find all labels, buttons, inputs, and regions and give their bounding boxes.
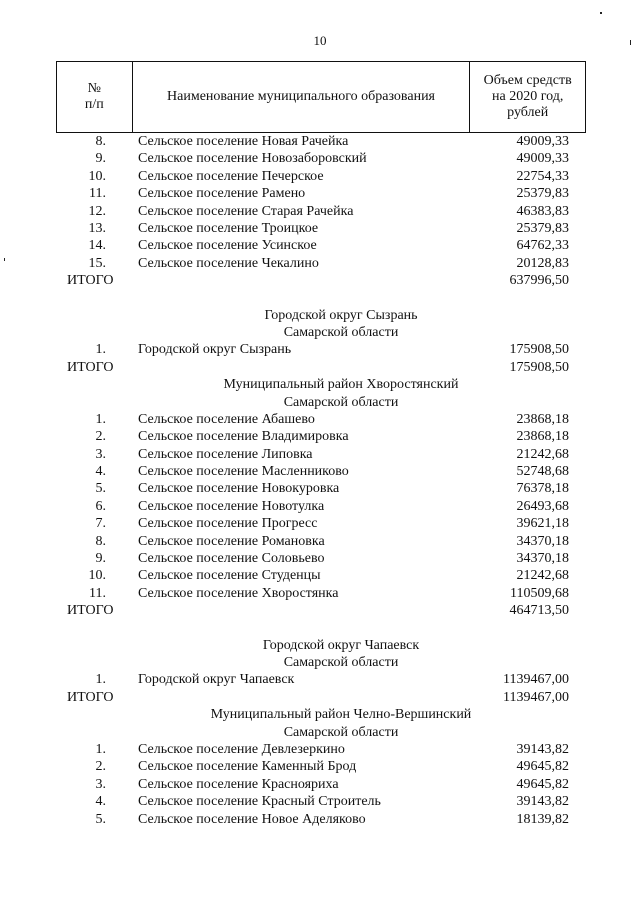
group-title: Самарской области bbox=[283, 655, 399, 671]
row-value: 34370,18 bbox=[516, 551, 569, 567]
group-title: Самарской области bbox=[283, 724, 399, 740]
row-name: Сельское поселение Владимировка bbox=[138, 429, 349, 445]
row-value: 49009,33 bbox=[516, 134, 569, 149]
scan-speck bbox=[4, 258, 5, 261]
row-name: Сельское поселение Печерское bbox=[138, 168, 324, 184]
total-row bbox=[56, 602, 586, 619]
table-row bbox=[56, 776, 586, 793]
row-number: 3. bbox=[95, 446, 106, 462]
row-value: 39143,82 bbox=[516, 794, 569, 810]
row-name: Городской округ Чапаевск bbox=[138, 672, 295, 688]
row-value: 76378,18 bbox=[516, 481, 569, 497]
row-value: 25379,83 bbox=[516, 220, 569, 236]
total-label: ИТОГО bbox=[67, 359, 114, 375]
header-name-column bbox=[132, 62, 470, 133]
total-row bbox=[56, 359, 586, 376]
row-value: 21242,68 bbox=[516, 568, 569, 584]
row-name: Сельское поселение Масленниково bbox=[138, 464, 349, 480]
row-number: 4. bbox=[95, 794, 106, 810]
row-number: 6. bbox=[95, 498, 106, 514]
section-gap bbox=[56, 290, 586, 307]
row-value: 52748,68 bbox=[516, 464, 569, 480]
scan-speck bbox=[600, 12, 602, 14]
table-row bbox=[56, 793, 586, 810]
row-value: 49645,82 bbox=[516, 759, 569, 775]
row-name: Сельское поселение Романовка bbox=[138, 533, 325, 549]
row-value: 21242,68 bbox=[516, 446, 569, 462]
row-number: 2. bbox=[95, 759, 106, 775]
row-value: 39143,82 bbox=[516, 742, 569, 758]
row-number: 1. bbox=[95, 411, 106, 427]
total-row bbox=[56, 689, 586, 706]
row-value: 25379,83 bbox=[516, 186, 569, 202]
row-number: 1. bbox=[95, 342, 106, 358]
row-value: 23868,18 bbox=[516, 429, 569, 445]
row-name: Сельское поселение Каменный Брод bbox=[138, 759, 357, 775]
row-number: 8. bbox=[95, 533, 106, 549]
row-value: 20128,83 bbox=[516, 255, 569, 271]
table-row bbox=[56, 168, 586, 185]
group-title: Городской округ Чапаевск bbox=[262, 637, 420, 653]
row-name: Сельское поселение Старая Рачейка bbox=[138, 203, 354, 219]
row-number: 9. bbox=[95, 151, 106, 167]
row-number: 4. bbox=[95, 464, 106, 480]
header-volume-label: Объем средств на 2020 год, рублей bbox=[483, 73, 572, 120]
total-value: 175908,50 bbox=[509, 359, 569, 375]
table-body bbox=[56, 133, 586, 828]
table-row bbox=[56, 567, 586, 584]
row-value: 23868,18 bbox=[516, 411, 569, 427]
row-value: 26493,68 bbox=[516, 498, 569, 514]
group-title: Самарской области bbox=[283, 394, 399, 410]
section-gap bbox=[56, 620, 586, 637]
table-row bbox=[56, 150, 586, 167]
table-row bbox=[56, 220, 586, 237]
row-name: Сельское поселение Новотулка bbox=[138, 498, 325, 514]
row-name: Сельское поселение Студенцы bbox=[138, 568, 321, 584]
header-num-label: № п/п bbox=[84, 81, 104, 112]
row-value: 110509,68 bbox=[510, 585, 569, 601]
row-number: 13. bbox=[88, 220, 106, 236]
table-row bbox=[56, 515, 586, 532]
table-row bbox=[56, 133, 586, 150]
table-row bbox=[56, 255, 586, 272]
row-number: 11. bbox=[89, 585, 106, 601]
row-value: 1139467,00 bbox=[503, 672, 569, 688]
table-row bbox=[56, 585, 586, 602]
total-label: ИТОГО bbox=[67, 273, 114, 289]
row-value: 34370,18 bbox=[516, 533, 569, 549]
table-row bbox=[56, 185, 586, 202]
group-title: Муниципальный район Челно-Вершинский bbox=[210, 707, 472, 723]
group-title: Самарской области bbox=[283, 324, 399, 340]
row-value: 175908,50 bbox=[509, 342, 569, 358]
row-number: 2. bbox=[95, 429, 106, 445]
total-label: ИТОГО bbox=[67, 689, 114, 705]
total-value: 1139467,00 bbox=[503, 689, 569, 705]
row-number: 8. bbox=[95, 134, 106, 149]
row-number: 10. bbox=[88, 168, 106, 184]
row-name: Сельское поселение Хворостянка bbox=[138, 585, 339, 601]
table-row bbox=[56, 480, 586, 497]
row-name: Сельское поселение Новозаборовский bbox=[138, 151, 367, 167]
row-name: Сельское поселение Новое Аделяково bbox=[138, 811, 366, 827]
row-value: 39621,18 bbox=[516, 516, 569, 532]
table-row bbox=[56, 411, 586, 428]
table-row bbox=[56, 811, 586, 828]
row-name: Сельское поселение Прогресс bbox=[138, 516, 318, 532]
row-name: Сельское поселение Абашево bbox=[138, 411, 315, 427]
row-value: 64762,33 bbox=[516, 238, 569, 254]
table-row bbox=[56, 463, 586, 480]
row-value: 46383,83 bbox=[516, 203, 569, 219]
row-name: Сельское поселение Краснояриха bbox=[138, 776, 339, 792]
group-title: Городской округ Сызрань bbox=[264, 307, 418, 323]
row-value: 49009,33 bbox=[516, 151, 569, 167]
row-value: 18139,82 bbox=[516, 811, 569, 827]
row-number: 1. bbox=[95, 742, 106, 758]
row-name: Сельское поселение Новокуровка bbox=[138, 481, 340, 497]
table-row bbox=[56, 741, 586, 758]
row-number: 1. bbox=[95, 672, 106, 688]
row-number: 15. bbox=[88, 255, 106, 271]
row-number: 10. bbox=[88, 568, 106, 584]
row-number: 7. bbox=[95, 516, 106, 532]
total-row bbox=[56, 272, 586, 289]
table-header bbox=[56, 61, 586, 133]
table-row bbox=[56, 671, 586, 688]
table-row bbox=[56, 341, 586, 358]
row-number: 3. bbox=[95, 776, 106, 792]
row-name: Городской округ Сызрань bbox=[138, 342, 292, 358]
group-title: Муниципальный район Хворостянский bbox=[223, 377, 459, 393]
row-name: Сельское поселение Чекалино bbox=[138, 255, 319, 271]
table-row bbox=[56, 550, 586, 567]
table-row bbox=[56, 533, 586, 550]
row-number: 9. bbox=[95, 551, 106, 567]
table-row bbox=[56, 498, 586, 515]
row-name: Сельское поселение Троицкое bbox=[138, 220, 319, 236]
row-name: Сельское поселение Липовка bbox=[138, 446, 313, 462]
row-number: 12. bbox=[88, 203, 106, 219]
header-name-label: Наименование муниципального образования bbox=[167, 89, 435, 104]
total-label: ИТОГО bbox=[67, 603, 114, 619]
row-number: 14. bbox=[88, 238, 106, 254]
header-num-column bbox=[57, 62, 133, 133]
table-row bbox=[56, 237, 586, 254]
header-volume-column bbox=[470, 62, 586, 133]
row-name: Сельское поселение Рамено bbox=[138, 186, 306, 202]
row-name: Сельское поселение Красный Строитель bbox=[138, 794, 381, 810]
row-name: Сельское поселение Соловьево bbox=[138, 551, 325, 567]
row-number: 5. bbox=[95, 811, 106, 827]
row-name: Сельское поселение Новая Рачейка bbox=[138, 134, 349, 149]
page-number: 10 bbox=[313, 33, 327, 48]
row-name: Сельское поселение Девлезеркино bbox=[138, 742, 345, 758]
table-row bbox=[56, 428, 586, 445]
row-name: Сельское поселение Усинское bbox=[138, 238, 317, 254]
table-row bbox=[56, 203, 586, 220]
row-number: 11. bbox=[89, 186, 106, 202]
row-number: 5. bbox=[95, 481, 106, 497]
table-row bbox=[56, 446, 586, 463]
total-value: 637996,50 bbox=[509, 273, 569, 289]
row-value: 22754,33 bbox=[516, 168, 569, 184]
table-row bbox=[56, 758, 586, 775]
total-value: 464713,50 bbox=[509, 603, 569, 619]
row-value: 49645,82 bbox=[516, 776, 569, 792]
